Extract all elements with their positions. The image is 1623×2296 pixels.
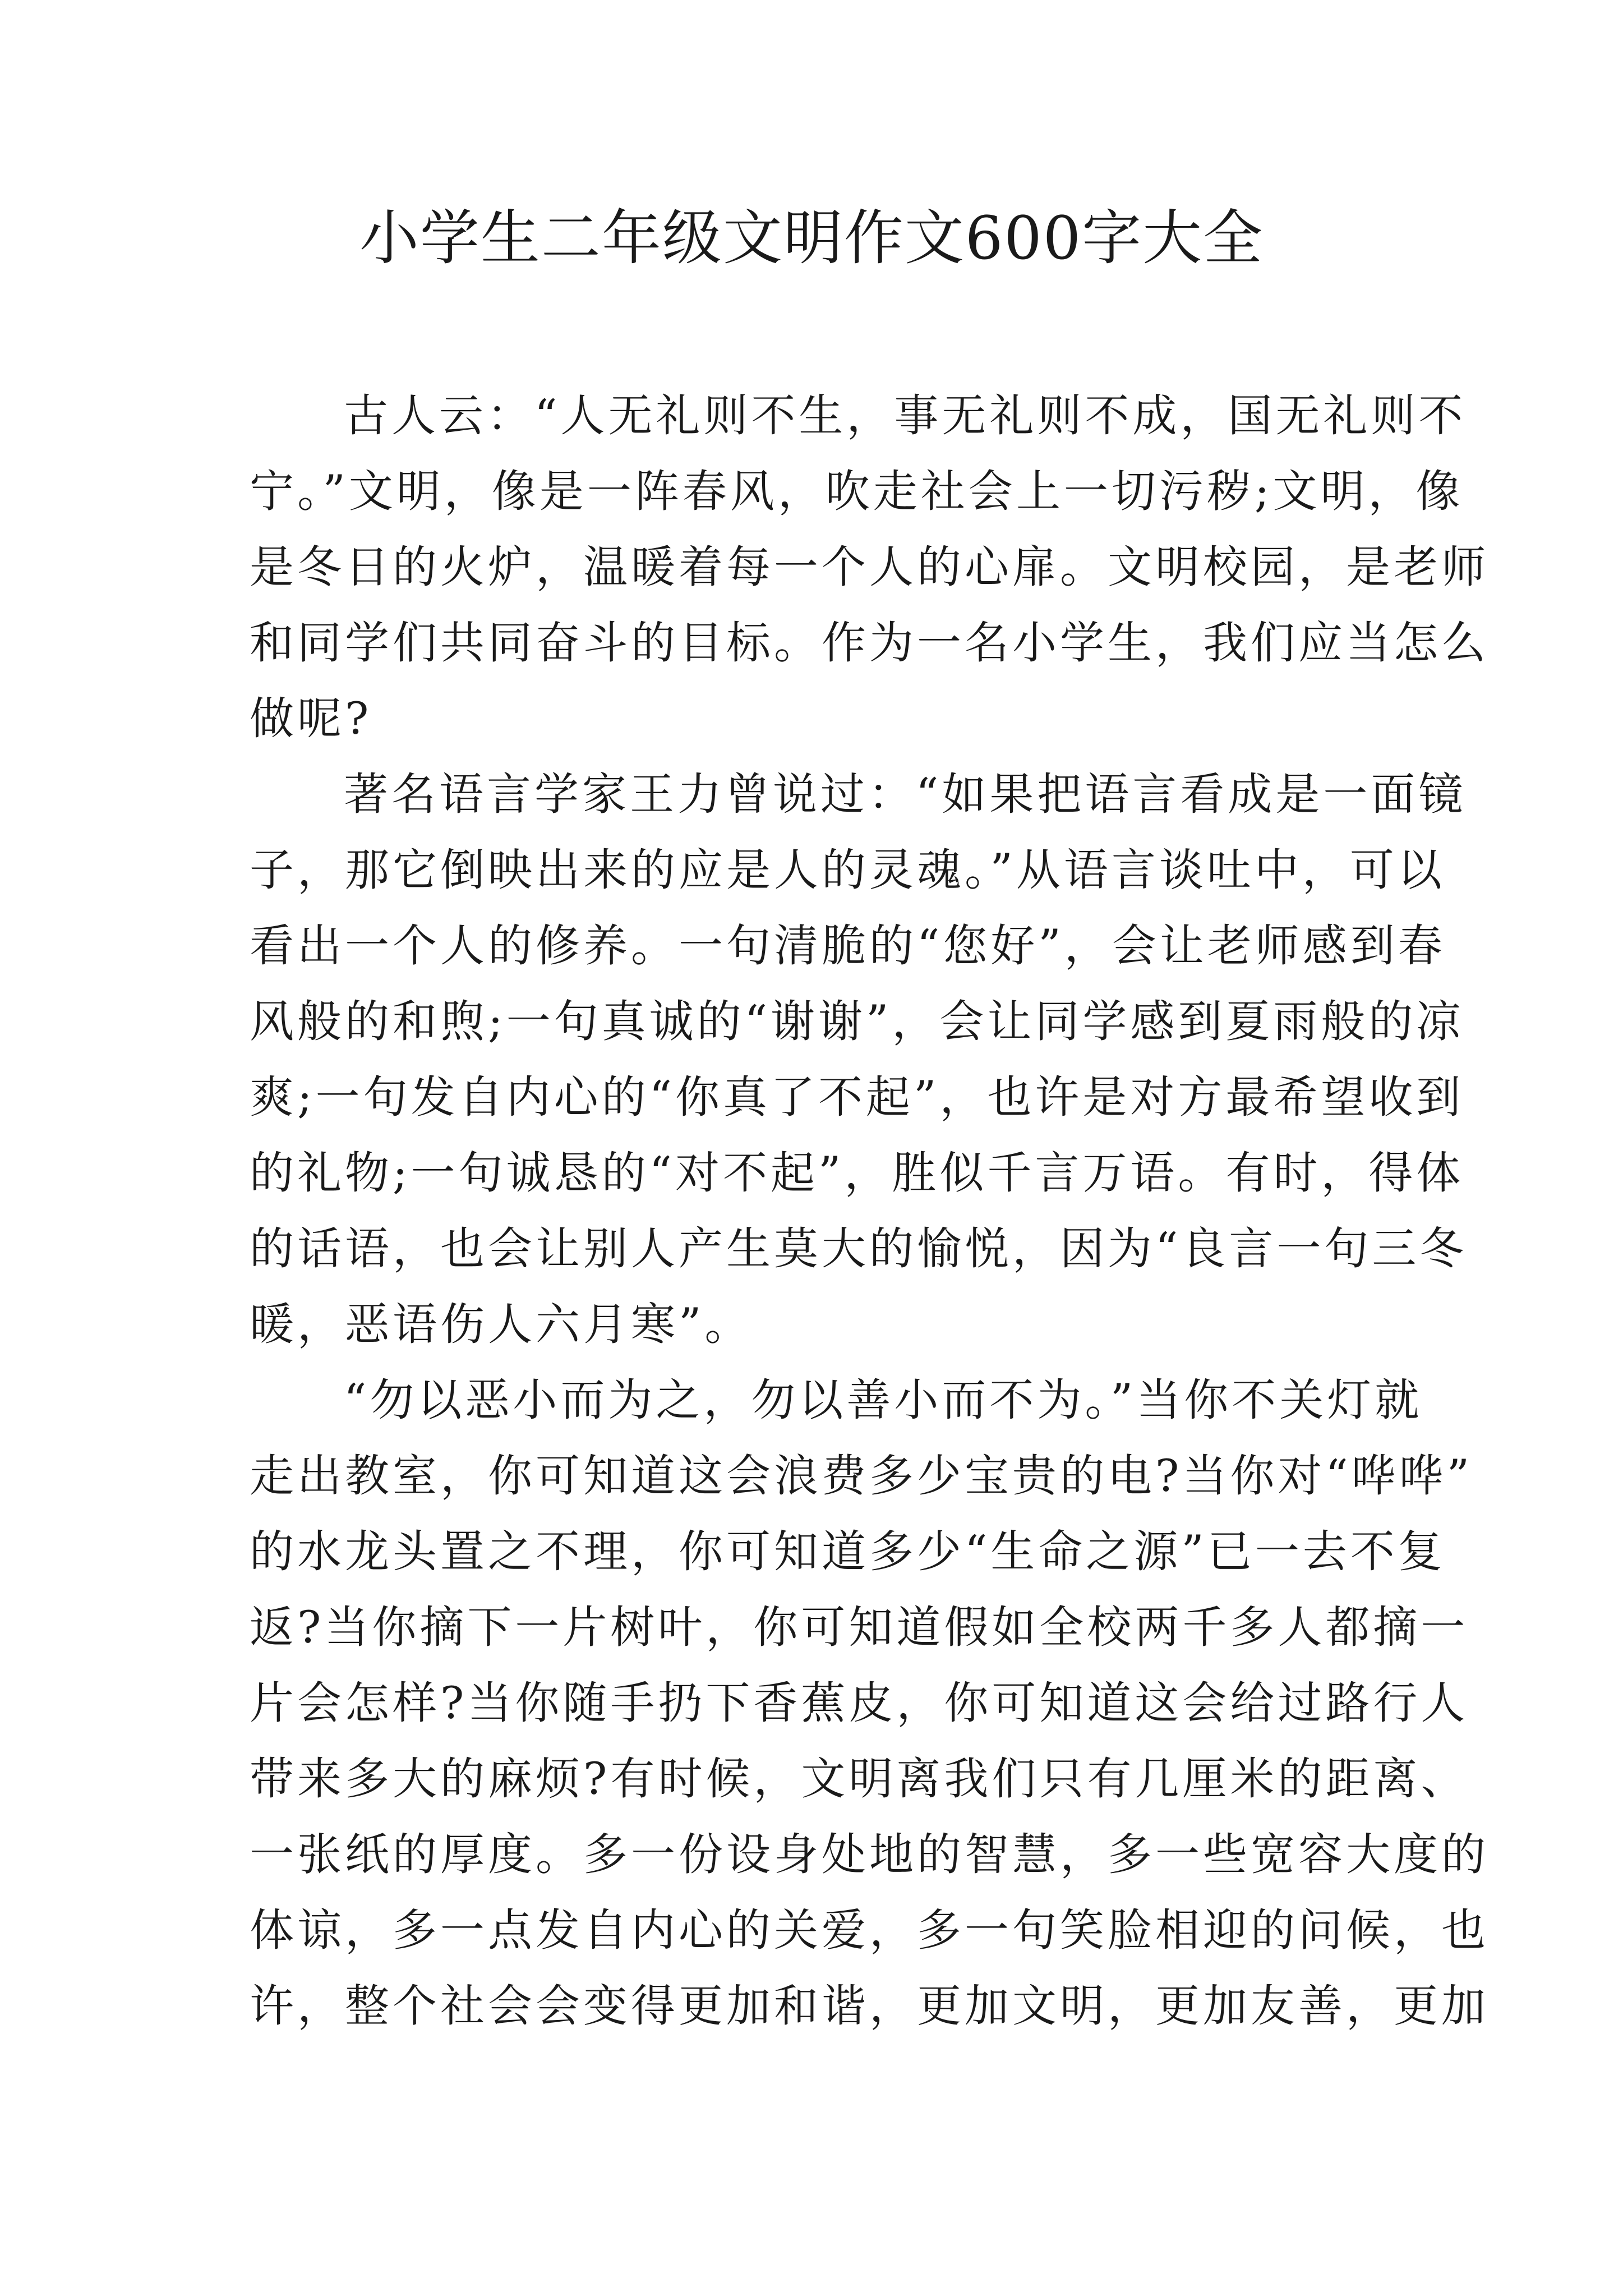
paragraph-3-line-5: 片会怎样?当你随手扔下香蕉皮，你可知道这会给过路行人 (250, 1677, 1469, 1729)
paragraph-3-line-2: 走出教室，你可知道这会浪费多少宝贵的电?当你对“哗哗” (250, 1450, 1473, 1502)
paragraph-2-line-2: 子，那它倒映出来的应是人的灵魂。”从语言谈吐中，可以 (250, 844, 1445, 896)
paragraph-2-line-1: 著名语言学家王力曾说过：“如果把语言看成是一面镜 (344, 769, 1467, 820)
paragraph-3-line-3: 的水龙头置之不理，你可知道多少“生命之源”已一去不复 (250, 1526, 1446, 1577)
document-body (250, 378, 1489, 2044)
paragraph-1-line-4: 和同学们共同奋斗的目标。作为一名小学生，我们应当怎么 (250, 617, 1489, 669)
paragraph-1-line-2: 宁。”文明，像是一阵春风，吹走社会上一切污秽;文明，像 (250, 466, 1464, 517)
paragraph-1-line-5: 做呢? (250, 693, 372, 744)
paragraph-2-line-3: 看出一个人的修养。一句清脆的“您好”，会让老师感到春 (250, 920, 1446, 972)
paragraph-2-line-5: 爽;一句发自内心的“你真了不起”，也许是对方最希望收到 (250, 1071, 1464, 1123)
paragraph-2-line-4: 风般的和煦;一句真诚的“谢谢”，会让同学感到夏雨般的凉 (250, 996, 1464, 1047)
paragraph-2-line-6: 的礼物;一句诚恳的“对不起”，胜似千言万语。有时，得体 (250, 1147, 1464, 1199)
document-title: 小学生二年级文明作文600字大全 (359, 204, 1264, 273)
paragraph-3-line-6: 带来多大的麻烦?有时候，文明离我们只有几厘米的距离、 (250, 1753, 1469, 1805)
paragraph-2-line-7: 的话语，也会让别人产生莫大的愉悦，因为“良言一句三冬 (250, 1223, 1468, 1274)
paragraph-3-line-8: 体谅，多一点发自内心的关爱，多一句笑脸相迎的问候，也 (250, 1904, 1489, 1956)
paragraph-3-line-4: 返?当你摘下一片树叶，你可知道假如全校两千多人都摘一 (250, 1602, 1469, 1653)
paragraph-2-line-8: 暖，恶语伤人六月寒”。 (250, 1299, 753, 1350)
paragraph-3-line-1: “勿以恶小而为之，勿以善小而不为。”当你不关灯就 (344, 1374, 1423, 1426)
paragraph-1-line-3: 是冬日的火炉，温暖着每一个人的心扉。文明校园，是老师 (250, 541, 1489, 593)
paragraph-1-line-1: 古人云：“人无礼则不生，事无礼则不成，国无礼则不 (344, 390, 1467, 441)
paragraph-3-line-9: 许，整个社会会变得更加和谐，更加文明，更加友善，更加 (250, 1980, 1489, 2032)
paragraph-3-line-7: 一张纸的厚度。多一份设身处地的智慧，多一些宽容大度的 (250, 1829, 1489, 1880)
